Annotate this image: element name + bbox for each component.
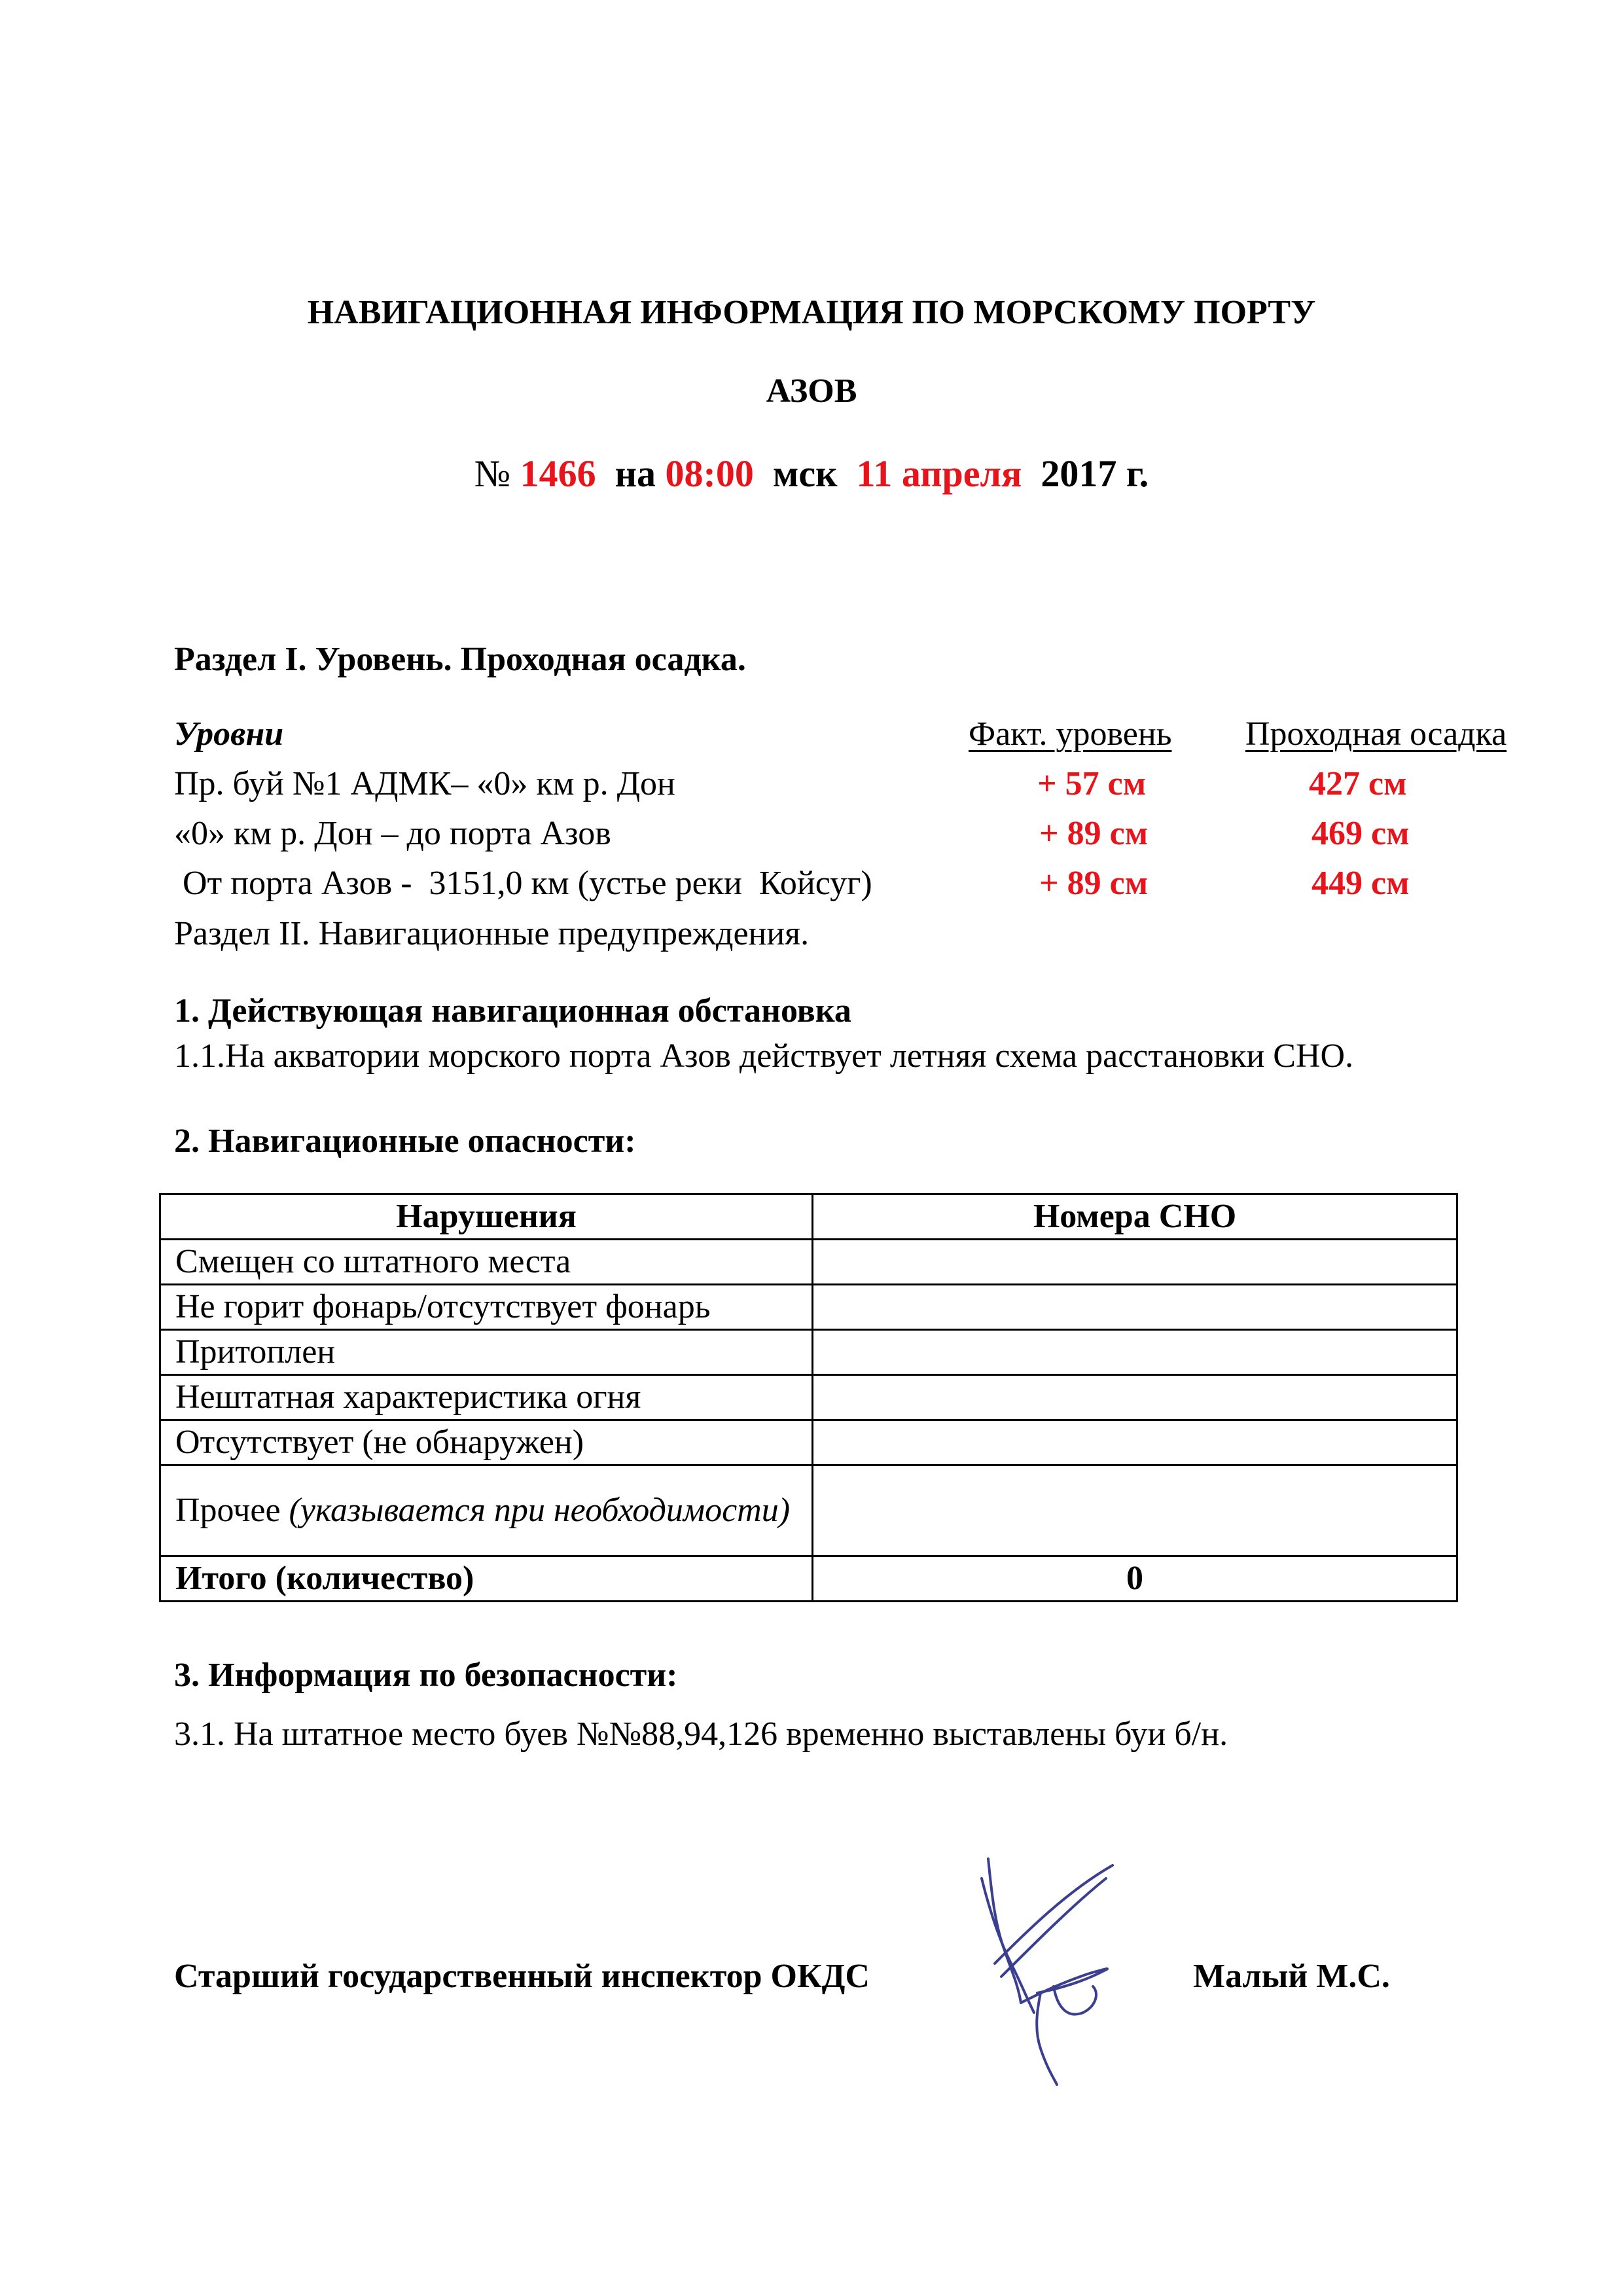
number-sign: №	[474, 452, 511, 495]
section2-heading: Раздел II. Навигационные предупреждения.	[174, 915, 810, 952]
table-row	[160, 1330, 1457, 1375]
row-value	[813, 1420, 1457, 1465]
table-header-row	[160, 1194, 1457, 1240]
col-levels-header: Уровни	[174, 715, 284, 753]
table-row	[160, 1240, 1457, 1285]
level-row-draft: 427 см	[1309, 765, 1407, 802]
row-value	[813, 1240, 1457, 1285]
other-note: (указывается при необходимости)	[289, 1492, 791, 1529]
section1-heading: Раздел I. Уровень. Проходная осадка.	[174, 641, 746, 678]
level-row-draft: 449 см	[1311, 865, 1410, 902]
table-row-other	[160, 1465, 1457, 1556]
other-label: Прочее	[175, 1492, 289, 1529]
row-value	[813, 1375, 1457, 1420]
row-label: Нештатная характеристика огня	[160, 1375, 813, 1420]
level-row-fact: + 57 см	[1037, 765, 1147, 802]
section3-text: 3.1. На штатное место буев №№88,94,126 временно выставлены буи б/н.	[174, 1715, 1228, 1753]
table-row	[160, 1375, 1457, 1420]
total-label: Итого (количество)	[160, 1556, 813, 1602]
level-row-name: От порта Азов - 3151,0 км (устье реки Койсуг)	[174, 865, 872, 902]
col-fact-header: Факт. уровень	[969, 715, 1172, 753]
col-sno-header: Номера СНО	[813, 1194, 1457, 1240]
col-violations-header: Нарушения	[160, 1194, 813, 1240]
table-row	[160, 1285, 1457, 1330]
bulletin-date: 11 апреля	[856, 452, 1022, 495]
bulletin-number-line	[0, 452, 1623, 495]
level-row-fact: + 89 см	[1039, 865, 1149, 902]
total-value: 0	[813, 1556, 1457, 1602]
table-row	[160, 1420, 1457, 1465]
table-total-row	[160, 1556, 1457, 1602]
bulletin-number: 1466	[520, 452, 596, 495]
row-label: Притоплен	[160, 1330, 813, 1375]
at-word: на	[615, 452, 656, 495]
row-label-other	[160, 1465, 813, 1556]
signer-name: Малый М.С.	[1193, 1958, 1390, 1995]
row-value	[813, 1285, 1457, 1330]
level-row-fact: + 89 см	[1039, 815, 1149, 852]
row-value	[813, 1465, 1457, 1556]
subsection1-text: 1.1.На акватории морского порта Азов действует летняя схема расстановки СНО.	[174, 1037, 1354, 1075]
document-title-line1: НАВИГАЦИОННАЯ ИНФОРМАЦИЯ ПО МОРСКОМУ ПОРТУ	[307, 294, 1316, 331]
row-label: Не горит фонарь/отсутствует фонарь	[160, 1285, 813, 1330]
bulletin-year: 2017 г.	[1041, 452, 1149, 495]
subsection2-heading: 2. Навигационные опасности:	[174, 1122, 636, 1160]
document-title-line2: АЗОВ	[766, 372, 857, 410]
subsection1-heading: 1. Действующая навигационная обстановка	[174, 992, 851, 1030]
row-label: Смещен со штатного места	[160, 1240, 813, 1285]
col-draft-header: Проходная осадка	[1245, 715, 1507, 753]
bulletin-time: 08:00	[665, 452, 754, 495]
level-row-name: «0» км р. Дон – до порта Азов	[174, 815, 611, 852]
hazards-table	[159, 1193, 1458, 1602]
row-label: Отсутствует (не обнаружен)	[160, 1420, 813, 1465]
handwritten-signature	[975, 1852, 1145, 2088]
level-row-draft: 469 см	[1311, 815, 1410, 852]
signer-position: Старший государственный инспектор ОКДС	[174, 1958, 870, 1995]
level-row-name: Пр. буй №1 АДМК– «0» км р. Дон	[174, 765, 675, 802]
timezone: мск	[772, 452, 838, 495]
section3-heading: 3. Информация по безопасности:	[174, 1657, 678, 1694]
row-value	[813, 1330, 1457, 1375]
